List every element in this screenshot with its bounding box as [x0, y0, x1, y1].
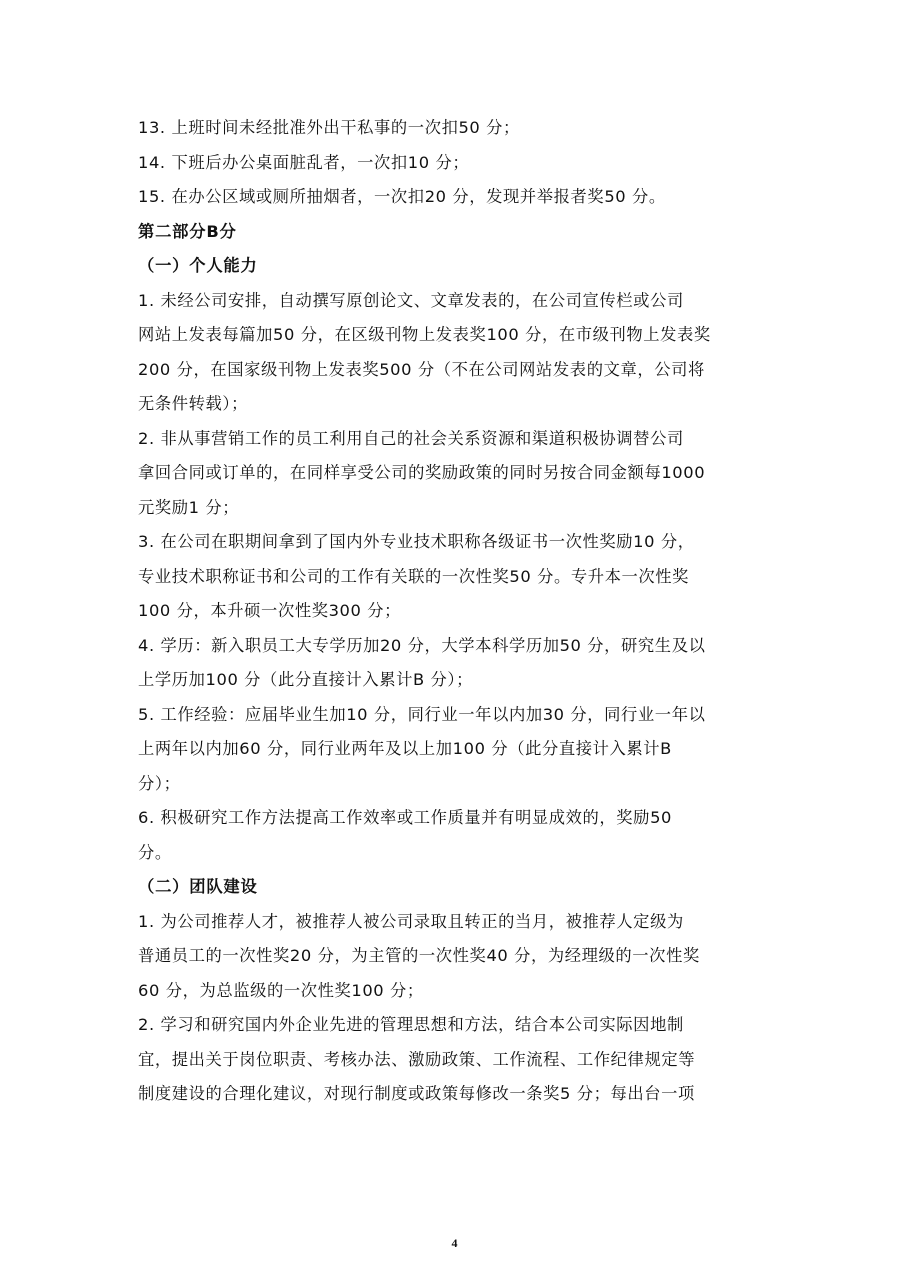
paragraph-line: 6. 积极研究工作方法提高工作效率或工作质量并有明显成效的，奖励50 [138, 808, 672, 827]
paragraph-line: 200 分，在国家级刊物上发表奖500 分（不在公司网站发表的文章，公司将 [138, 359, 705, 379]
paragraph-line: 普通员工的一次性奖20 分，为主管的一次性奖40 分，为经理级的一次性奖 [138, 946, 700, 965]
subsection-heading-personal-ability: （一）个人能力 [138, 256, 258, 275]
paragraph-line: 2. 学习和研究国内外企业先进的管理思想和方法，结合本公司实际因地制 [138, 1015, 684, 1034]
paragraph-line: 100 分，本升硕一次性奖300 分； [138, 601, 401, 620]
section-heading-part2: 第二部分B分 [138, 221, 237, 241]
paragraph-line: 宜，提出关于岗位职责、考核办法、激励政策、工作流程、工作纪律规定等 [138, 1049, 696, 1069]
rule-15: 15. 在办公区域或厕所抽烟者，一次扣20 分，发现并举报者奖50 分。 [138, 187, 666, 206]
paragraph-line: 1. 为公司推荐人才，被推荐人被公司录取且转正的当月，被推荐人定级为 [138, 911, 684, 931]
paragraph-line: 上学历加100 分（此分直接计入累计B 分）； [138, 670, 474, 689]
paragraph-line: 专业技术职称证书和公司的工作有关联的一次性奖50 分。专升本一次性奖 [138, 566, 690, 586]
paragraph-line: 制度建设的合理化建议，对现行制度或政策每修改一条奖5 分；每出台一项 [138, 1084, 695, 1103]
rule-14: 14. 下班后办公桌面脏乱者，一次扣10 分； [138, 152, 470, 172]
paragraph-line: 拿回合同或订单的，在同样享受公司的奖励政策的同时另按合同金额每1000 [138, 463, 706, 482]
paragraph-line: 1. 未经公司安排，自动撰写原创论文、文章发表的，在公司宣传栏或公司 [138, 290, 684, 310]
page-number: 4 [451, 1236, 458, 1250]
paragraph-line: 60 分，为总监级的一次性奖100 分； [138, 980, 424, 1000]
paragraph-line: 4. 学历：新入职员工大专学历加20 分，大学本科学历加50 分，研究生及以 [138, 635, 706, 655]
paragraph-line: 分。 [138, 842, 172, 862]
paragraph-line: 2. 非从事营销工作的员工利用自己的社会关系资源和渠道积极协调替公司 [138, 428, 684, 448]
paragraph-line: 上两年以内加60 分，同行业两年及以上加100 分（此分直接计入累计B [138, 739, 672, 758]
paragraph-line: 网站上发表每篇加50 分，在区级刊物上发表奖100 分，在市级刊物上发表奖 [138, 325, 711, 344]
paragraph-line: 分）； [138, 773, 181, 793]
paragraph-line: 3. 在公司在职期间拿到了国内外专业技术职称各级证书一次性奖励10 分， [138, 532, 695, 551]
subsection-heading-team-building: （二）团队建设 [138, 877, 258, 896]
paragraph-line: 5. 工作经验：应届毕业生加10 分，同行业一年以内加30 分，同行业一年以 [138, 704, 706, 724]
paragraph-line: 元奖励1 分； [138, 497, 240, 517]
rule-13: 13. 上班时间未经批准外出干私事的一次扣50 分； [138, 118, 520, 137]
paragraph-line: 无条件转载）； [138, 394, 249, 413]
